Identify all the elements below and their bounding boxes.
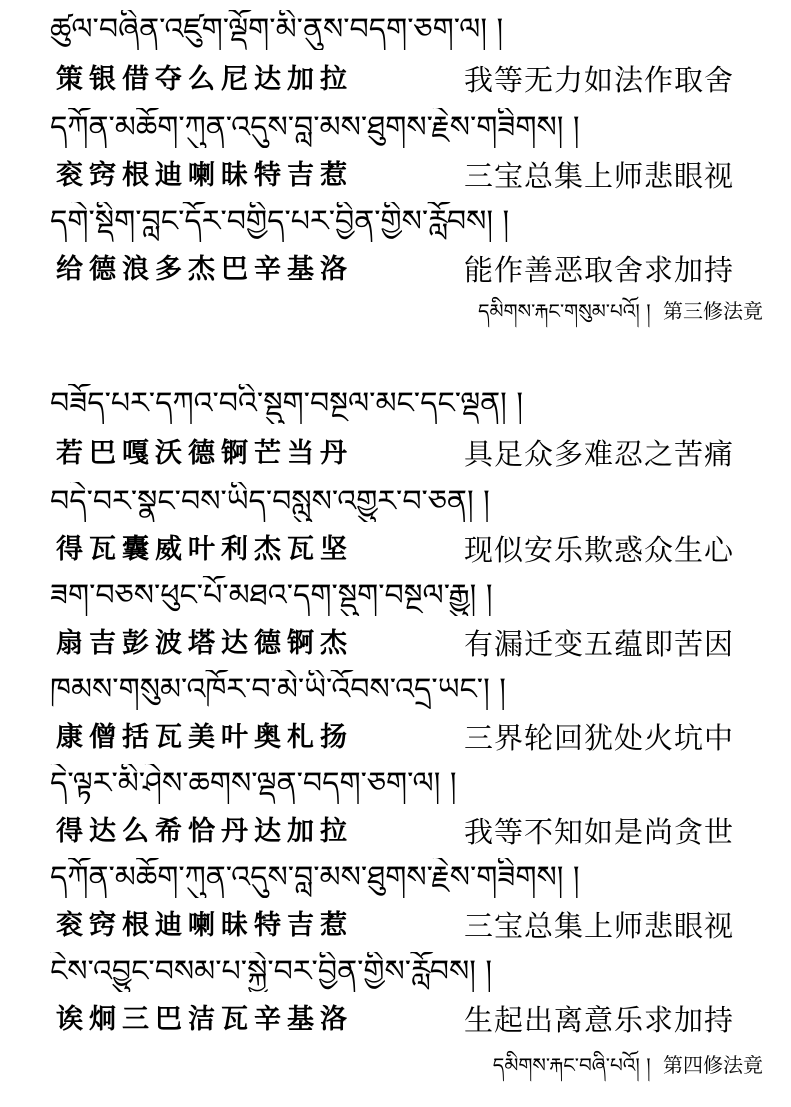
caption-chinese: 第四修法竟 bbox=[663, 1053, 763, 1077]
caption-tibetan: དམིགས་རྐང་བཞི་པའོ། ། bbox=[492, 1053, 651, 1077]
tibetan-line: དཀོན་མཆོག་ཀུན་འདུས་བླ་མས་ཐུགས་རྗེས་གཟིགས། ། bbox=[50, 110, 580, 145]
tibetan-line: བཟོད་པར་དཀའ་བའི་སྡུག་བསྔལ་མང་དང་ལྡན། ། bbox=[50, 386, 524, 421]
chinese-line: 有漏迁变五蕴即苦因 bbox=[464, 627, 735, 661]
verse-row bbox=[50, 624, 750, 664]
caption-chinese: 第三修法竟 bbox=[663, 299, 763, 323]
transliteration-line: 得达么希恰丹达加拉 bbox=[56, 816, 353, 847]
tibetan-line: དཀོན་མཆོག་ཀུན་འདུས་བླ་མས་ཐུགས་རྗེས་གཟིགས། ། bbox=[50, 860, 580, 895]
verse-row bbox=[50, 718, 750, 758]
transliteration-line: 衮窍根迪喇昧特吉惹 bbox=[56, 910, 353, 941]
chinese-line: 我等无力如法作取舍 bbox=[464, 63, 735, 97]
verse-row bbox=[50, 250, 750, 290]
chinese-line: 我等不知如是尚贪世 bbox=[464, 815, 735, 849]
chinese-line: 现似安乐欺惑众生心 bbox=[464, 533, 735, 567]
tibetan-line: ངེས་འབྱུང་བསམ་པ་སྐྱེ་བར་བྱིན་གྱིས་རློབས། ། bbox=[50, 954, 493, 989]
tibetan-line: ཚུལ་བཞིན་འཛུག་ལྡོག་མི་ནུས་བདག་ཅག་ལ། ། bbox=[50, 12, 504, 47]
chinese-line: 三界轮回犹处火坑中 bbox=[464, 721, 735, 755]
tibetan-line: ཁམས་གསུམ་འཁོར་བ་མེ་ཡི་འོབས་འདྲ་ཡང་། ། bbox=[50, 672, 506, 707]
transliteration-line: 给德浪多杰巴辛基洛 bbox=[56, 254, 353, 285]
section-end-caption bbox=[493, 1050, 763, 1080]
section-end-caption bbox=[478, 296, 763, 326]
chinese-line: 生起出离意乐求加持 bbox=[464, 1003, 735, 1037]
tibetan-line: ཟག་བཅས་ཕུང་པོ་མཐའ་དག་སྡུག་བསྔལ་རྒྱུ། ། bbox=[50, 578, 493, 613]
verse-row bbox=[50, 156, 750, 196]
transliteration-line: 策银借夺么尼达加拉 bbox=[56, 64, 353, 95]
chinese-line: 具足众多难忍之苦痛 bbox=[464, 437, 735, 471]
tibetan-line: དེ་ལྟར་མི་ཤེས་ཆགས་ལྡན་བདག་ཅག་ལ། ། bbox=[50, 766, 457, 801]
transliteration-line: 康僧括瓦美叶奥札扬 bbox=[56, 722, 353, 753]
verse-row bbox=[50, 812, 750, 852]
transliteration-line: 衮窍根迪喇昧特吉惹 bbox=[56, 160, 353, 191]
transliteration-line: 扇吉彭波塔达德锕杰 bbox=[56, 628, 353, 659]
transliteration-line: 得瓦囊威叶利杰瓦坚 bbox=[56, 534, 353, 565]
verse-row bbox=[50, 906, 750, 946]
verse-row bbox=[50, 1000, 750, 1040]
caption-tibetan: དམིགས་རྐང་གསུམ་པའོ། ། bbox=[477, 299, 651, 323]
chinese-line: 三宝总集上师悲眼视 bbox=[464, 159, 735, 193]
verse-row bbox=[50, 60, 750, 100]
tibetan-line: དགེ་སྡིག་བླང་དོར་བགྱིད་པར་བྱིན་གྱིས་རློབས། ། bbox=[50, 204, 510, 239]
chinese-line: 三宝总集上师悲眼视 bbox=[464, 909, 735, 943]
tibetan-line: བདེ་བར་སྣང་བས་ཡིད་བསླུས་འགྱུར་བ་ཅན། ། bbox=[50, 484, 490, 519]
verse-row bbox=[50, 530, 750, 570]
transliteration-line: 诶炯三巴洁瓦辛基洛 bbox=[56, 1004, 353, 1035]
verse-row bbox=[50, 434, 750, 474]
chinese-line: 能作善恶取舍求加持 bbox=[464, 253, 735, 287]
transliteration-line: 若巴嘎沃德锕芒当丹 bbox=[56, 438, 353, 469]
